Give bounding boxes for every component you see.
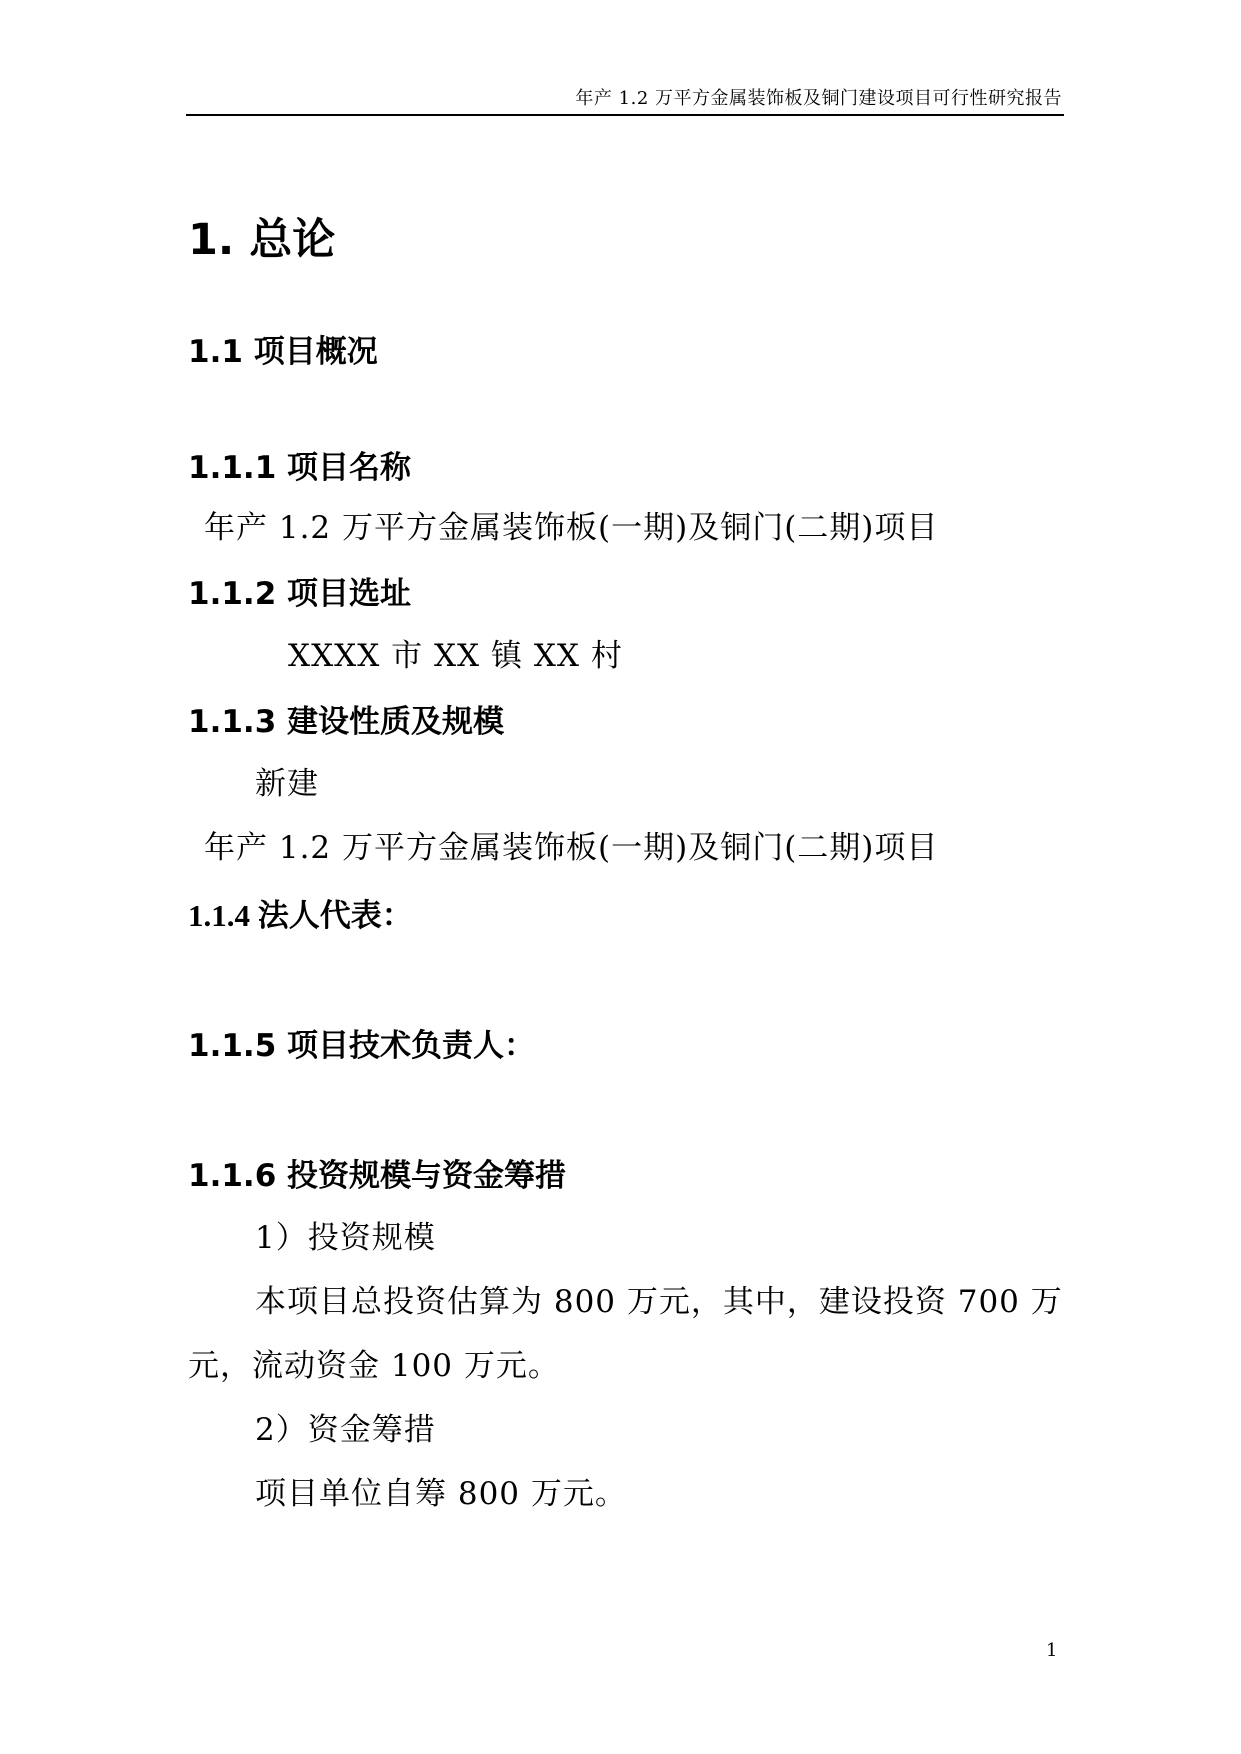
investment-subheading-funding: 2）资金筹措: [255, 1412, 436, 1448]
project-location-text: XXXX 市 XX 镇 XX 村: [288, 638, 623, 674]
project-name-text: 年产 1.2 万平方金属装饰板(一期)及铜门(二期)项目: [204, 510, 939, 546]
heading-construction-nature: 1.1.3 建设性质及规模: [188, 704, 505, 740]
heading-legal-representative: 1.1.4 法人代表：: [188, 898, 413, 933]
chapter-title: 1. 总论: [188, 215, 336, 265]
construction-scale-text: 年产 1.2 万平方金属装饰板(一期)及铜门(二期)项目: [204, 830, 939, 866]
investment-subheading-scale: 1）投资规模: [255, 1220, 436, 1256]
heading-project-location: 1.1.2 项目选址: [188, 576, 412, 612]
investment-paragraph-line-2: 元，流动资金 100 万元。: [188, 1348, 560, 1384]
construction-nature-text: 新建: [255, 766, 319, 802]
heading-investment: 1.1.6 投资规模与资金筹措: [188, 1158, 567, 1194]
investment-paragraph-line-1: 本项目总投资估算为 800 万元，其中，建设投资 700 万: [255, 1284, 1063, 1320]
header-title: 年产 1.2 万平方金属装饰板及铜门建设项目可行性研究报告: [575, 88, 1062, 109]
heading-project-name: 1.1.1 项目名称: [188, 450, 412, 486]
section-title: 1.1 项目概况: [188, 334, 378, 370]
heading-technical-lead: 1.1.5 项目技术负责人：: [188, 1028, 536, 1064]
page-header: [186, 84, 1064, 116]
page-number: 1: [1046, 1640, 1058, 1661]
funding-paragraph: 项目单位自筹 800 万元。: [255, 1476, 627, 1512]
